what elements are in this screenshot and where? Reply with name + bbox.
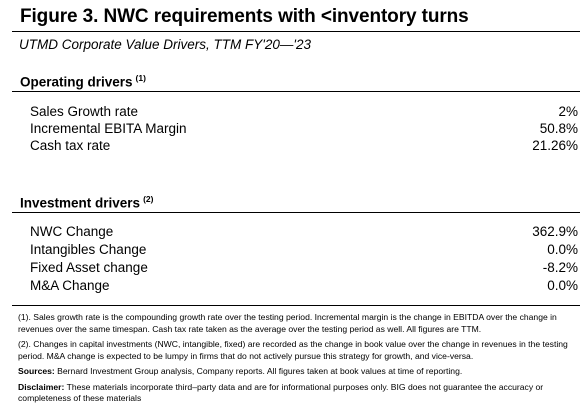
investment-drivers-title: Investment drivers [20, 195, 141, 211]
table-row [30, 278, 578, 296]
driver-name: Sales Growth rate [30, 104, 139, 119]
notes-divider [12, 305, 580, 306]
operating-drivers-title: Operating drivers [20, 74, 133, 90]
driver-value: -8.2% [542, 260, 578, 275]
driver-value: 2% [558, 104, 578, 119]
driver-name: Cash tax rate [30, 138, 111, 153]
operating-drivers-table [30, 104, 578, 155]
operating-drivers-heading [12, 72, 580, 92]
footnotes [18, 312, 578, 409]
driver-name: NWC Change [30, 224, 114, 239]
driver-name: Intangibles Change [30, 242, 147, 257]
driver-name: M&A Change [30, 278, 110, 293]
driver-name: Incremental EBITA Margin [30, 121, 187, 136]
table-row [30, 242, 578, 260]
disclaimer-label: Disclaimer: [18, 381, 65, 392]
investment-drivers-label [20, 194, 153, 211]
operating-drivers-label [20, 73, 146, 90]
sources-note [18, 366, 578, 378]
table-row [30, 224, 578, 242]
driver-value: 50.8% [539, 121, 578, 136]
footnote-ref-1: (1) [135, 73, 146, 83]
disclaimer-text: These materials incorporate third–party data and are for informational purposes only. BIG does not guarantee the accuracy or completeness of these materials [18, 381, 544, 403]
disclaimer-note [18, 382, 578, 405]
title-bar [12, 4, 580, 32]
sources-label: Sources: [18, 366, 55, 376]
table-row [30, 138, 578, 155]
investment-drivers-heading [12, 193, 580, 213]
table-row [30, 260, 578, 278]
footnote-ref-2: (2) [143, 194, 154, 204]
figure-title: Figure 3. NWC requirements with <inventory turns [20, 6, 469, 27]
table-row [30, 104, 578, 121]
driver-value: 21.26% [532, 138, 578, 153]
footnote-2: (2). Changes in capital investments (NWC, intangible, fixed) are recorded as the change in book value over the change in revenues in the testing period. M&A change is expected to be lumpy in firms that do not actively pursue this strategy for growth, and vice-versa. [18, 339, 568, 361]
driver-value: 0.0% [547, 278, 578, 293]
driver-value: 362.9% [532, 224, 578, 239]
driver-value: 0.0% [547, 242, 578, 257]
sources-text: Bernard Investment Group analysis, Company reports. All figures taken at book values at time of reporting. [54, 366, 463, 376]
investment-drivers-table [30, 224, 578, 296]
table-row [30, 121, 578, 138]
figure-subtitle: UTMD Corporate Value Drivers, TTM FY'20—'23 [19, 37, 311, 52]
footnote-1: (1). Sales growth rate is the compounding growth rate over the testing period. Incremental margin is the change in EBITDA over the change in revenues over the same timespan. Cash tax rate taken as the average over the testing period as well. All figures are TTM. [18, 312, 557, 334]
driver-name: Fixed Asset change [30, 260, 148, 275]
